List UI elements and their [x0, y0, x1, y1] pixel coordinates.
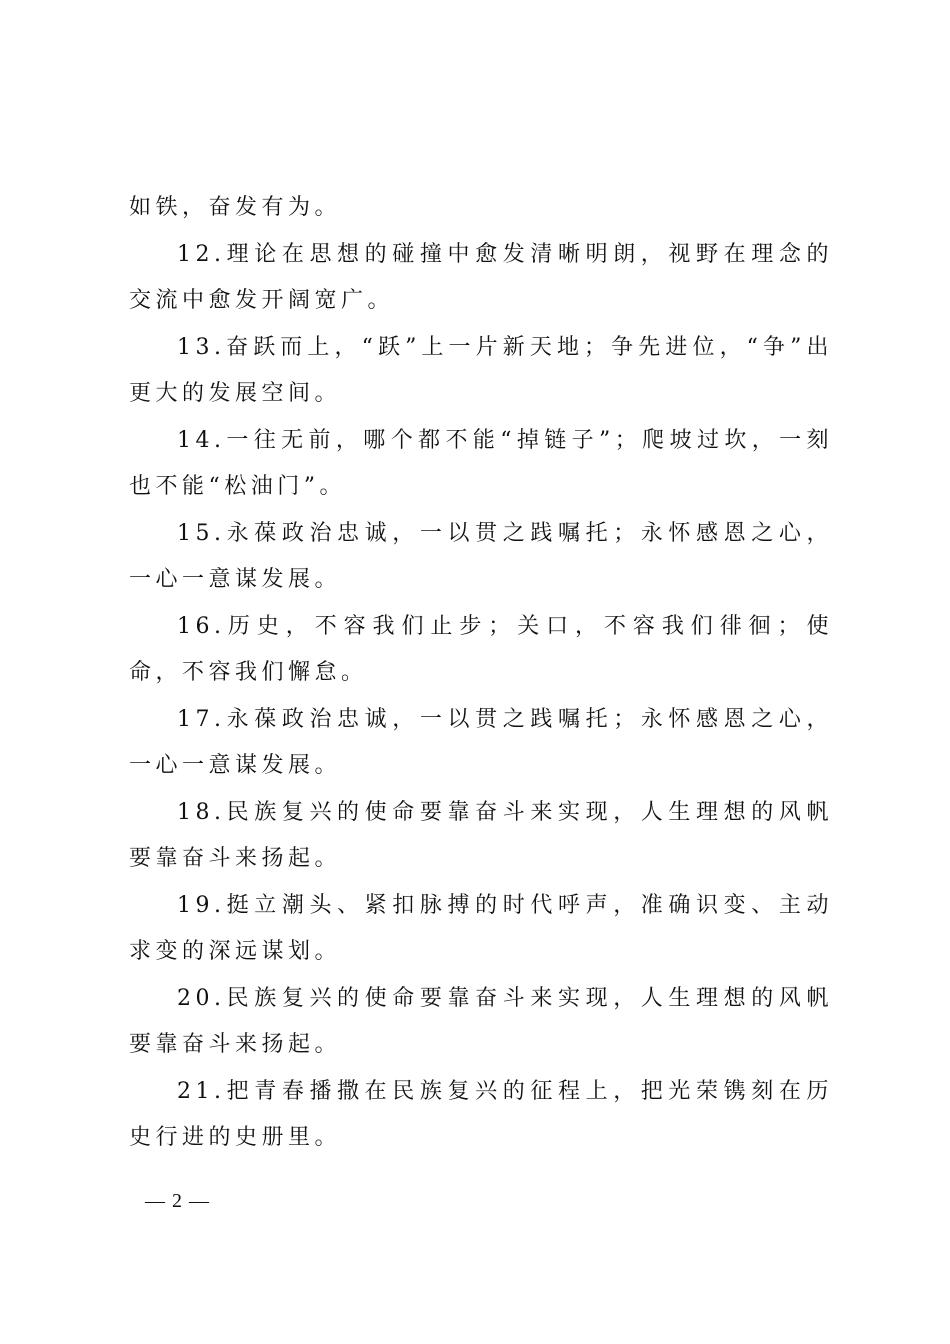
list-item: 17.永葆政治忠诚，一以贯之践嘱托；永怀感恩之心，一心一意谋发展。: [129, 706, 833, 778]
page-number: — 2 —: [145, 1190, 210, 1212]
list-item: 21.把青春播撒在民族复兴的征程上，把光荣镌刻在历史行进的史册里。: [129, 1078, 833, 1150]
document-body: [129, 185, 833, 1162]
list-item: 16.历史，不容我们止步；关口，不容我们徘徊；使命，不容我们懈怠。: [129, 613, 833, 685]
list-item: 15.永葆政治忠诚，一以贯之践嘱托；永怀感恩之心，一心一意谋发展。: [129, 520, 833, 592]
list-item: 19.挺立潮头、紧扣脉搏的时代呼声，准确识变、主动求变的深远谋划。: [129, 892, 833, 964]
list-item: 13.奋跃而上，“跃”上一片新天地；争先进位，“争”出更大的发展空间。: [129, 334, 833, 406]
list-item: 18.民族复兴的使命要靠奋斗来实现，人生理想的风帆要靠奋斗来扬起。: [129, 799, 833, 871]
list-item: 20.民族复兴的使命要靠奋斗来实现，人生理想的风帆要靠奋斗来扬起。: [129, 985, 833, 1057]
list-item: 12.理论在思想的碰撞中愈发清晰明朗，视野在理念的交流中愈发开阔宽广。: [129, 241, 833, 313]
list-item: 14.一往无前，哪个都不能“掉链子”；爬坡过坎，一刻也不能“松油门”。: [129, 427, 833, 499]
continuation-paragraph: 如铁，奋发有为。: [129, 195, 342, 220]
